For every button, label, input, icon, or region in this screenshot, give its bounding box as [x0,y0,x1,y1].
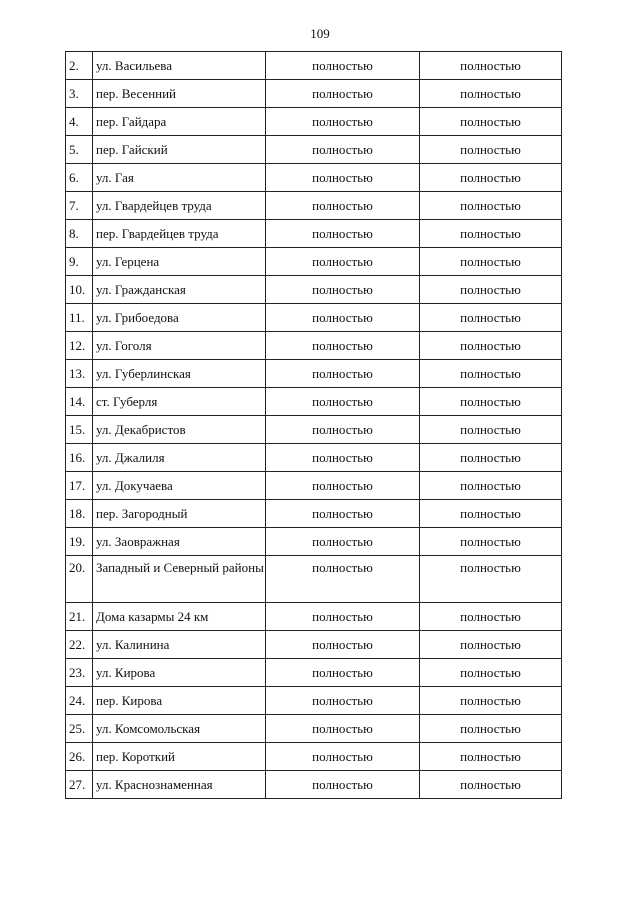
street-name-cell: ул. Комсомольская [93,715,266,743]
street-name-cell: пер. Гвардейцев труда [93,220,266,248]
status-cell: полностью [420,631,562,659]
row-number-cell: 27. [66,771,93,799]
row-number-cell: 9. [66,248,93,276]
table-row [66,687,562,715]
status-cell: полностью [266,528,420,556]
table-row [66,500,562,528]
row-number-cell: 5. [66,136,93,164]
table-row [66,248,562,276]
status-cell: полностью [420,108,562,136]
status-cell: полностью [266,332,420,360]
status-cell: полностью [266,108,420,136]
row-number-cell: 16. [66,444,93,472]
row-number-cell: 17. [66,472,93,500]
row-number-cell: 7. [66,192,93,220]
status-cell: полностью [420,687,562,715]
table-row [66,192,562,220]
street-name-cell: ул. Васильева [93,52,266,80]
table-row [66,659,562,687]
table-row [66,631,562,659]
streets-table [65,51,562,799]
status-cell: полностью [420,659,562,687]
table-row [66,220,562,248]
status-cell: полностью [266,472,420,500]
table-row [66,136,562,164]
street-name-cell: ул. Герцена [93,248,266,276]
row-number-cell: 19. [66,528,93,556]
status-cell: полностью [420,416,562,444]
row-number-cell: 11. [66,304,93,332]
status-cell: полностью [420,248,562,276]
street-name-cell: ул. Гражданская [93,276,266,304]
row-number-cell: 4. [66,108,93,136]
table-row [66,743,562,771]
table-row [66,472,562,500]
table-row [66,164,562,192]
status-cell: полностью [266,603,420,631]
street-name-cell: ул. Гоголя [93,332,266,360]
table-row [66,332,562,360]
street-name-cell: ул. Грибоедова [93,304,266,332]
status-cell: полностью [420,556,562,603]
status-cell: полностью [420,164,562,192]
table-row [66,52,562,80]
street-name-cell: ул. Кирова [93,659,266,687]
street-name-cell: ул. Докучаева [93,472,266,500]
streets-table-body [66,52,562,799]
street-name-cell: ул. Джалиля [93,444,266,472]
table-row [66,603,562,631]
status-cell: полностью [266,192,420,220]
row-number-cell: 21. [66,603,93,631]
status-cell: полностью [420,472,562,500]
status-cell: полностью [266,416,420,444]
row-number-cell: 3. [66,80,93,108]
status-cell: полностью [266,304,420,332]
status-cell: полностью [266,248,420,276]
row-number-cell: 22. [66,631,93,659]
status-cell: полностью [420,276,562,304]
table-row [66,276,562,304]
status-cell: полностью [266,220,420,248]
row-number-cell: 23. [66,659,93,687]
street-name-cell: ул. Губерлинская [93,360,266,388]
status-cell: полностью [266,743,420,771]
row-number-cell: 6. [66,164,93,192]
status-cell: полностью [266,52,420,80]
row-number-cell: 14. [66,388,93,416]
street-name-cell: пер. Кирова [93,687,266,715]
status-cell: полностью [420,80,562,108]
status-cell: полностью [420,528,562,556]
table-row [66,715,562,743]
table-row [66,556,562,603]
street-name-cell: ул. Гвардейцев труда [93,192,266,220]
table-row [66,360,562,388]
page-number: 109 [310,26,330,41]
status-cell: полностью [420,603,562,631]
table-row [66,80,562,108]
table-row [66,771,562,799]
status-cell: полностью [420,304,562,332]
status-cell: полностью [420,743,562,771]
status-cell: полностью [420,220,562,248]
status-cell: полностью [420,52,562,80]
street-name-cell: ул. Краснознаменная [93,771,266,799]
row-number-cell: 20. [66,556,93,603]
status-cell: полностью [266,715,420,743]
street-name-cell: пер. Гайдара [93,108,266,136]
street-name-cell: Западный и Северный районы [93,556,266,603]
row-number-cell: 25. [66,715,93,743]
row-number-cell: 2. [66,52,93,80]
status-cell: полностью [420,500,562,528]
status-cell: полностью [266,136,420,164]
street-name-cell: ул. Декабристов [93,416,266,444]
street-name-cell: ул. Гая [93,164,266,192]
table-row [66,388,562,416]
status-cell: полностью [420,332,562,360]
status-cell: полностью [266,687,420,715]
status-cell: полностью [266,771,420,799]
row-number-cell: 15. [66,416,93,444]
street-name-cell: пер. Весенний [93,80,266,108]
table-row [66,444,562,472]
row-number-cell: 26. [66,743,93,771]
row-number-cell: 18. [66,500,93,528]
status-cell: полностью [420,360,562,388]
status-cell: полностью [266,659,420,687]
table-row [66,304,562,332]
street-name-cell: пер. Загородный [93,500,266,528]
status-cell: полностью [266,556,420,603]
status-cell: полностью [266,360,420,388]
status-cell: полностью [266,444,420,472]
status-cell: полностью [266,388,420,416]
street-name-cell: ул. Заовражная [93,528,266,556]
table-row [66,416,562,444]
row-number-cell: 8. [66,220,93,248]
status-cell: полностью [266,631,420,659]
street-name-cell: пер. Короткий [93,743,266,771]
status-cell: полностью [420,715,562,743]
status-cell: полностью [266,500,420,528]
status-cell: полностью [266,80,420,108]
row-number-cell: 12. [66,332,93,360]
street-name-cell: пер. Гайский [93,136,266,164]
status-cell: полностью [420,388,562,416]
street-name-cell: ул. Калинина [93,631,266,659]
street-name-cell: Дома казармы 24 км [93,603,266,631]
table-row [66,108,562,136]
street-name-cell: ст. Губерля [93,388,266,416]
status-cell: полностью [420,136,562,164]
row-number-cell: 10. [66,276,93,304]
row-number-cell: 24. [66,687,93,715]
row-number-cell: 13. [66,360,93,388]
status-cell: полностью [420,771,562,799]
status-cell: полностью [420,444,562,472]
table-row [66,528,562,556]
status-cell: полностью [266,164,420,192]
status-cell: полностью [266,276,420,304]
status-cell: полностью [420,192,562,220]
